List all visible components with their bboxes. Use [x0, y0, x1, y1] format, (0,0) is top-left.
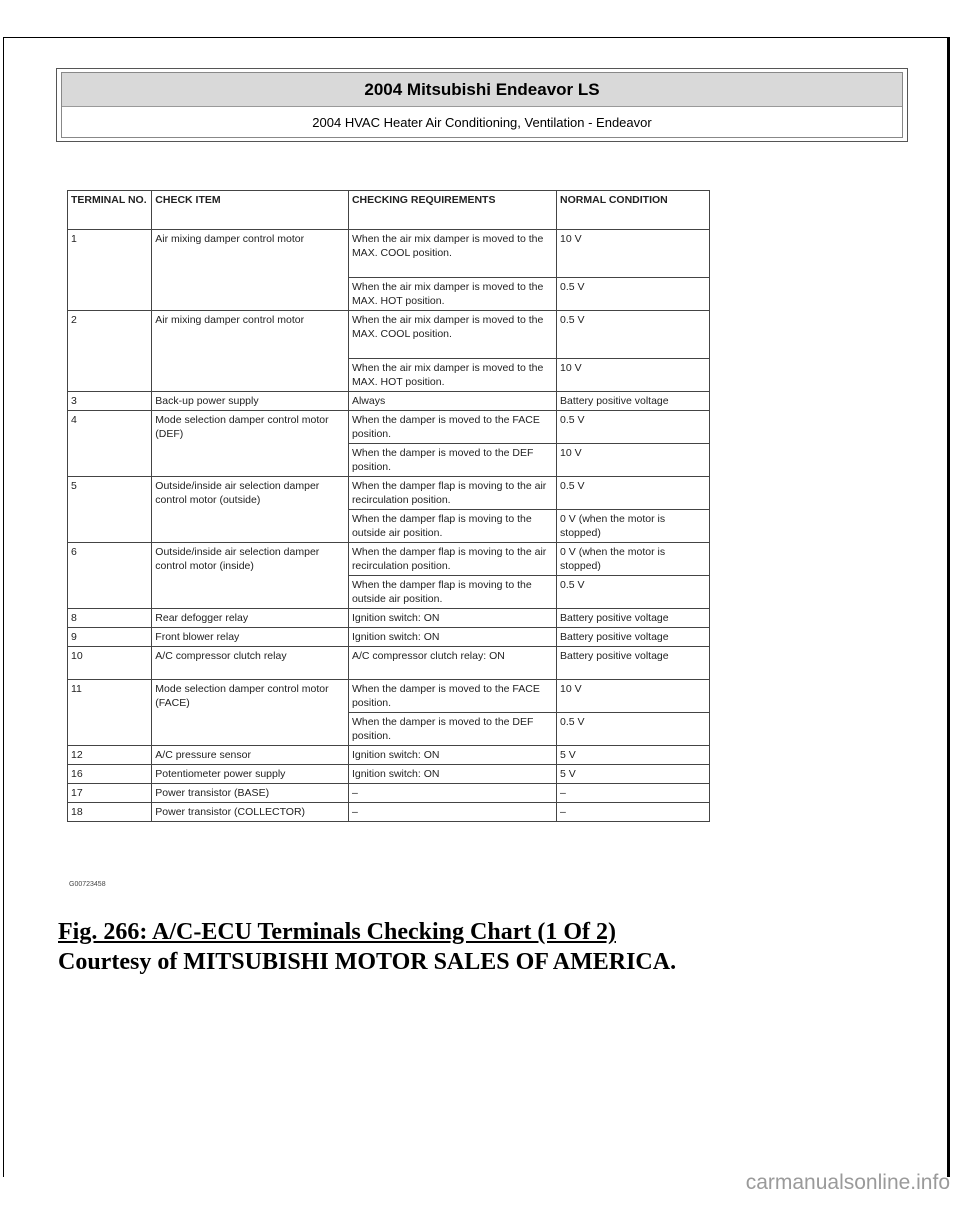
condition-cell: 5 V — [557, 746, 710, 765]
condition-cell: 5 V — [557, 765, 710, 784]
table-row — [68, 230, 710, 278]
requirement-cell: When the air mix damper is moved to the MAX. COOL position. — [348, 230, 556, 278]
condition-cell: Battery positive voltage — [557, 647, 710, 680]
courtesy-line: Courtesy of MITSUBISHI MOTOR SALES OF AMERICA. — [58, 949, 677, 975]
requirement-cell: Ignition switch: ON — [348, 746, 556, 765]
check-item-cell: Air mixing damper control motor — [152, 311, 349, 392]
check-item-cell: Outside/inside air selection damper control motor (inside) — [152, 543, 349, 609]
requirement-cell: Ignition switch: ON — [348, 628, 556, 647]
check-item-cell: Rear defogger relay — [152, 609, 349, 628]
check-item-cell: Power transistor (BASE) — [152, 784, 349, 803]
terminal-no-cell: 11 — [68, 680, 152, 746]
requirement-cell: Ignition switch: ON — [348, 609, 556, 628]
table-row — [68, 803, 710, 822]
terminal-no-cell: 18 — [68, 803, 152, 822]
terminal-no-cell: 17 — [68, 784, 152, 803]
terminal-no-cell: 8 — [68, 609, 152, 628]
requirement-cell: When the air mix damper is moved to the MAX. COOL position. — [348, 311, 556, 359]
condition-cell: 0.5 V — [557, 576, 710, 609]
requirement-cell: When the air mix damper is moved to the MAX. HOT position. — [348, 278, 556, 311]
condition-cell: 0.5 V — [557, 311, 710, 359]
requirement-cell: When the damper flap is moving to the air recirculation position. — [348, 477, 556, 510]
terminal-no-cell: 2 — [68, 311, 152, 392]
figure-code: G00723458 — [69, 881, 106, 888]
table-row — [68, 609, 710, 628]
requirement-cell: When the air mix damper is moved to the MAX. HOT position. — [348, 359, 556, 392]
condition-cell: 10 V — [557, 230, 710, 278]
terminal-no-cell: 10 — [68, 647, 152, 680]
terminal-no-cell: 16 — [68, 765, 152, 784]
check-item-cell: Mode selection damper control motor (DEF) — [152, 411, 349, 477]
condition-cell: – — [557, 803, 710, 822]
header-check-item: CHECK ITEM — [152, 191, 349, 230]
terminal-no-cell: 6 — [68, 543, 152, 609]
condition-cell: 0 V (when the motor is stopped) — [557, 543, 710, 576]
condition-cell: Battery positive voltage — [557, 392, 710, 411]
table-header-row — [68, 191, 710, 230]
terminal-no-cell: 9 — [68, 628, 152, 647]
requirement-cell: When the damper flap is moving to the air recirculation position. — [348, 543, 556, 576]
terminal-no-cell: 12 — [68, 746, 152, 765]
requirement-cell: When the damper is moved to the DEF position. — [348, 713, 556, 746]
condition-cell: 0.5 V — [557, 411, 710, 444]
check-item-cell: Potentiometer power supply — [152, 765, 349, 784]
table-body — [68, 230, 710, 822]
check-item-cell: Back-up power supply — [152, 392, 349, 411]
condition-cell: 0.5 V — [557, 477, 710, 510]
table-row — [68, 765, 710, 784]
figure-title: Fig. 266: A/C-ECU Terminals Checking Chart (1 Of 2) — [58, 919, 616, 945]
check-item-cell: A/C pressure sensor — [152, 746, 349, 765]
table-row — [68, 477, 710, 510]
requirement-cell: When the damper flap is moving to the outside air position. — [348, 510, 556, 543]
table-row — [68, 543, 710, 576]
condition-cell: 0 V (when the motor is stopped) — [557, 510, 710, 543]
condition-cell: Battery positive voltage — [557, 609, 710, 628]
requirement-cell: When the damper flap is moving to the outside air position. — [348, 576, 556, 609]
table-row — [68, 411, 710, 444]
condition-cell: – — [557, 784, 710, 803]
header-inner — [61, 72, 903, 138]
requirement-cell: Always — [348, 392, 556, 411]
check-item-cell: Air mixing damper control motor — [152, 230, 349, 311]
table-row — [68, 647, 710, 680]
requirement-cell: When the damper is moved to the FACE position. — [348, 411, 556, 444]
figure-caption — [58, 917, 918, 977]
check-item-cell: Outside/inside air selection damper control motor (outside) — [152, 477, 349, 543]
condition-cell: 10 V — [557, 680, 710, 713]
header-normal-condition: NORMAL CONDITION — [557, 191, 710, 230]
document-header — [56, 68, 908, 142]
requirement-cell: A/C compressor clutch relay: ON — [348, 647, 556, 680]
condition-cell: Battery positive voltage — [557, 628, 710, 647]
terminal-no-cell: 1 — [68, 230, 152, 311]
check-item-cell: A/C compressor clutch relay — [152, 647, 349, 680]
table-row — [68, 311, 710, 359]
terminal-check-chart — [67, 190, 710, 822]
table-row — [68, 392, 710, 411]
table-row — [68, 746, 710, 765]
terminal-no-cell: 3 — [68, 392, 152, 411]
condition-cell: 10 V — [557, 359, 710, 392]
header-subtitle: 2004 HVAC Heater Air Conditioning, Ventilation - Endeavor — [312, 115, 652, 130]
header-title: 2004 Mitsubishi Endeavor LS — [62, 73, 902, 107]
check-item-cell: Mode selection damper control motor (FACE) — [152, 680, 349, 746]
table-row — [68, 784, 710, 803]
header-checking-requirements: CHECKING REQUIREMENTS — [348, 191, 556, 230]
condition-cell: 0.5 V — [557, 713, 710, 746]
header-terminal-no: TERMINAL NO. — [68, 191, 152, 230]
requirement-cell: – — [348, 803, 556, 822]
watermark: carmanualsonline.info — [745, 1171, 950, 1194]
requirement-cell: When the damper is moved to the FACE position. — [348, 680, 556, 713]
requirement-cell: – — [348, 784, 556, 803]
terminal-no-cell: 4 — [68, 411, 152, 477]
terminal-check-table — [67, 190, 710, 822]
terminal-no-cell: 5 — [68, 477, 152, 543]
check-item-cell: Power transistor (COLLECTOR) — [152, 803, 349, 822]
requirement-cell: Ignition switch: ON — [348, 765, 556, 784]
requirement-cell: When the damper is moved to the DEF position. — [348, 444, 556, 477]
condition-cell: 0.5 V — [557, 278, 710, 311]
condition-cell: 10 V — [557, 444, 710, 477]
check-item-cell: Front blower relay — [152, 628, 349, 647]
table-row — [68, 680, 710, 713]
table-row — [68, 628, 710, 647]
